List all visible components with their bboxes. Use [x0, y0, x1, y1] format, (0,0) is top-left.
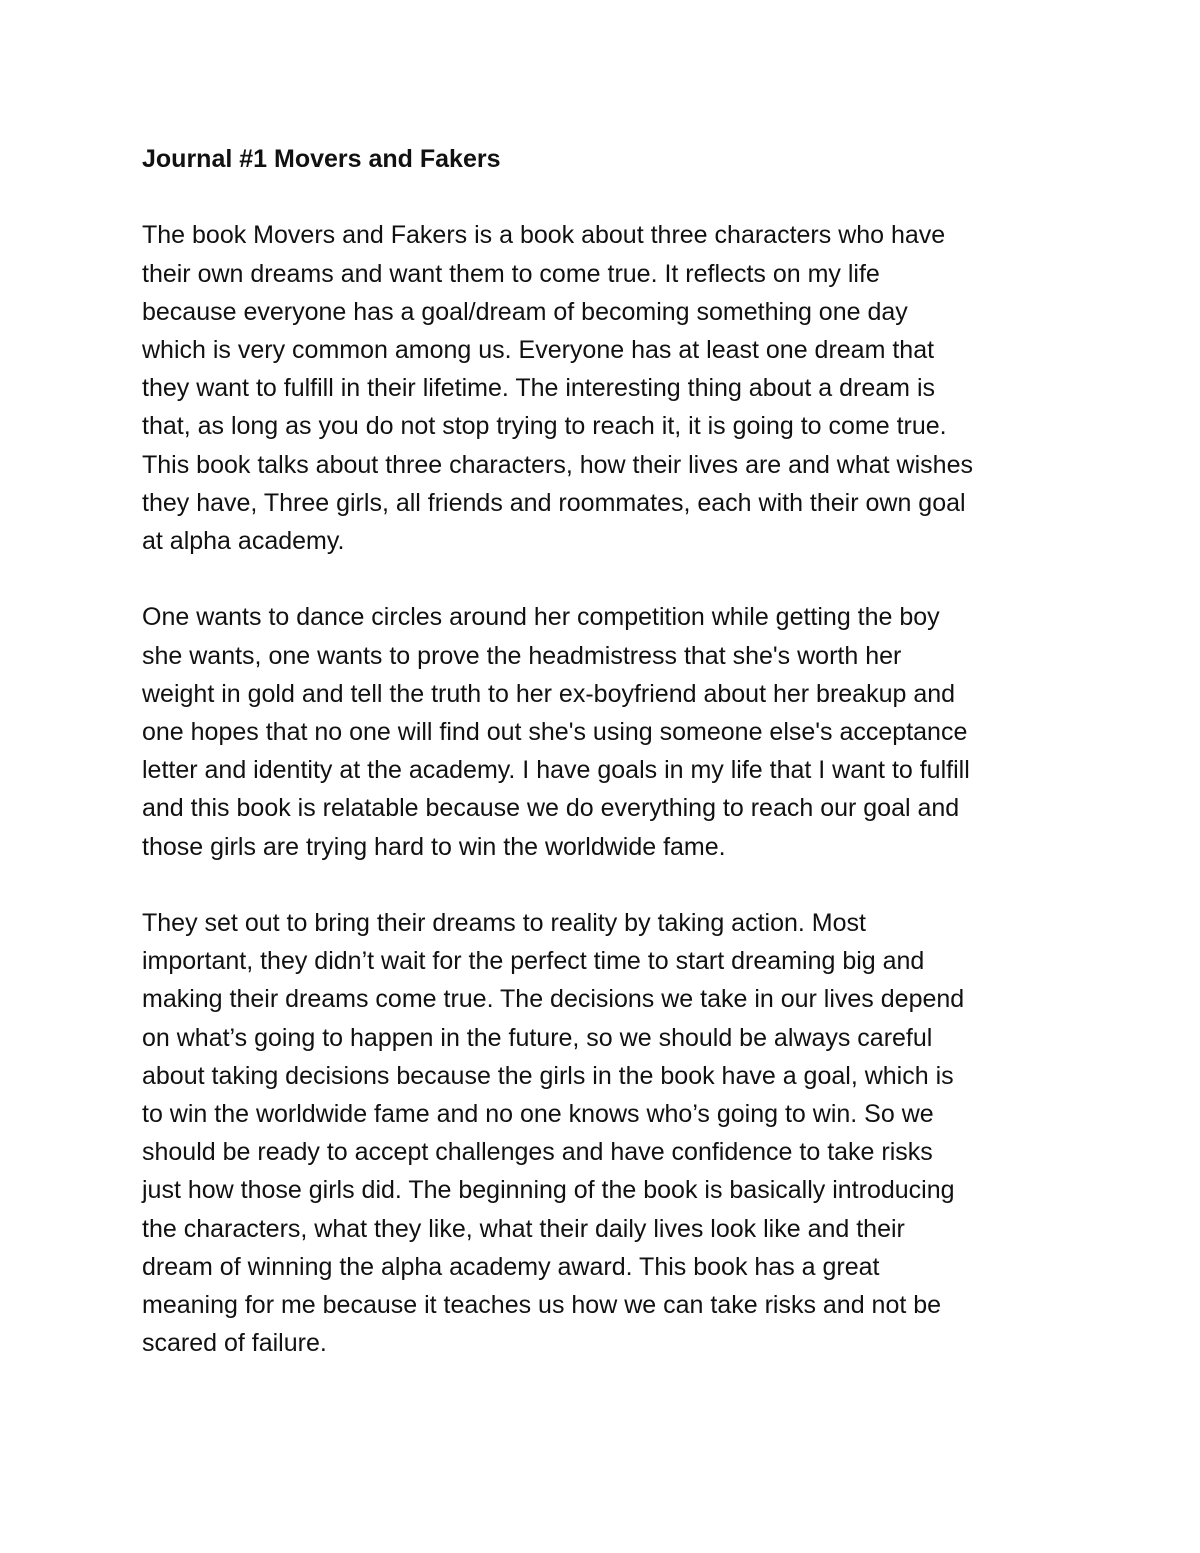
paragraph-line: meaning for me because it teaches us how we can take risks and not be	[142, 1291, 942, 1320]
paragraph-line: The book Movers and Fakers is a book about three characters who have	[142, 221, 946, 250]
paragraph-line: dream of winning the alpha academy award. This book has a great	[142, 1252, 880, 1281]
paragraph-line: which is very common among us. Everyone has at least one dream that	[142, 336, 935, 364]
paragraph-1	[142, 216, 1072, 560]
paragraph-line: the characters, what they like, what their daily lives look like and their	[142, 1214, 905, 1243]
paragraph-2	[142, 598, 1072, 865]
paragraph-gap	[142, 560, 1072, 598]
paragraph-line: scared of failure.	[142, 1329, 327, 1358]
paragraph-line: at alpha academy.	[142, 527, 345, 556]
paragraph-line: This book talks about three characters, how their lives are and what wishes	[142, 450, 973, 479]
paragraph-line: because everyone has a goal/dream of becoming something one day	[142, 297, 908, 326]
paragraph-line: they want to fulfill in their lifetime. The interesting thing about a dream is	[142, 374, 936, 403]
paragraph-line: that, as long as you do not stop trying to reach it, it is going to come true.	[142, 412, 947, 441]
paragraph-line: They set out to bring their dreams to reality by taking action. Most	[142, 909, 866, 938]
paragraph-line: One wants to dance circles around her competition while getting the boy	[142, 603, 940, 632]
paragraph-gap	[142, 866, 1072, 904]
paragraph-line: and this book is relatable because we do everything to reach our goal and	[142, 794, 960, 823]
paragraph-line: important, they didn’t wait for the perfect time to start dreaming big and	[142, 947, 925, 976]
paragraph-3	[142, 904, 1072, 1362]
paragraph-gap	[142, 178, 1072, 216]
paragraph-line: they have, Three girls, all friends and roommates, each with their own goal	[142, 488, 966, 517]
paragraph-line: should be ready to accept challenges and have confidence to take risks	[142, 1138, 933, 1167]
paragraph-line: on what’s going to happen in the future, so we should be always careful	[142, 1023, 933, 1052]
document-title: Journal #1 Movers and Fakers	[142, 145, 501, 173]
paragraph-line: she wants, one wants to prove the headmistress that she's worth her	[142, 641, 902, 670]
paragraph-line: to win the worldwide fame and no one knows who’s going to win. So we	[142, 1100, 934, 1129]
paragraph-line: weight in gold and tell the truth to her ex-boyfriend about her breakup and	[142, 679, 956, 708]
paragraph-line: one hopes that no one will find out she's using someone else's acceptance	[142, 718, 968, 747]
paragraph-line: letter and identity at the academy. I have goals in my life that I want to fulfill	[142, 756, 970, 785]
paragraph-line: just how those girls did. The beginning of the book is basically introducing	[142, 1176, 955, 1205]
paragraph-line: their own dreams and want them to come true. It reflects on my life	[142, 259, 880, 288]
paragraph-line: those girls are trying hard to win the worldwide fame.	[142, 832, 726, 861]
paragraph-line: making their dreams come true. The decisions we take in our lives depend	[142, 985, 965, 1014]
document-body	[142, 140, 1072, 1362]
paragraph-line: about taking decisions because the girls in the book have a goal, which is	[142, 1061, 954, 1090]
